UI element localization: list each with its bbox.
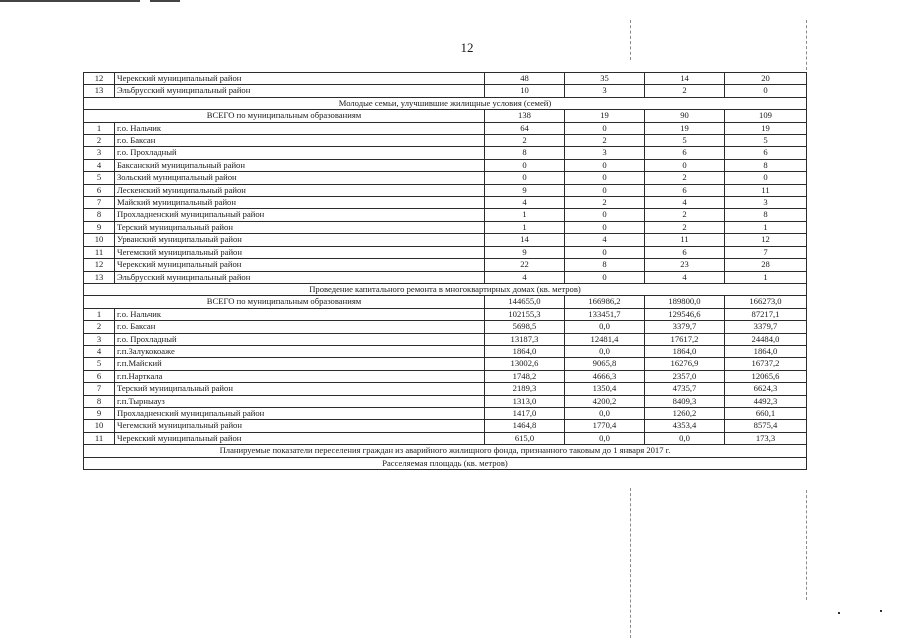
value-cell: 4 [645, 271, 725, 283]
row-number: 13 [84, 271, 115, 283]
value-cell: 1864,0 [645, 345, 725, 357]
value-cell: 4200,2 [565, 395, 645, 407]
value-cell: 35 [565, 73, 645, 85]
value-cell: 2 [645, 209, 725, 221]
value-cell: 4353,4 [645, 420, 725, 432]
value-cell: 90 [645, 110, 725, 122]
value-cell: 102155,3 [485, 308, 565, 320]
row-label: Урванский муниципальный район [115, 234, 485, 246]
value-cell: 19 [725, 122, 807, 134]
value-cell: 6 [725, 147, 807, 159]
row-number: 11 [84, 246, 115, 258]
row-label: г.п.Майский [115, 358, 485, 370]
value-cell: 615,0 [485, 432, 565, 444]
value-cell: 2 [485, 135, 565, 147]
value-cell: 8575,4 [725, 420, 807, 432]
row-number: 3 [84, 147, 115, 159]
value-cell: 2189,3 [485, 383, 565, 395]
table-row [84, 73, 807, 85]
section-header-row [84, 97, 807, 109]
row-number: 4 [84, 159, 115, 171]
value-cell: 48 [485, 73, 565, 85]
row-number: 7 [84, 383, 115, 395]
row-label: ВСЕГО по муниципальным образованиям [84, 110, 485, 122]
value-cell: 3 [565, 147, 645, 159]
value-cell: 87217,1 [725, 308, 807, 320]
row-label: Черекский муниципальный район [115, 432, 485, 444]
section-title: Молодые семьи, улучшившие жилищные условия (семей) [84, 97, 807, 109]
table-row [84, 432, 807, 444]
value-cell: 6624,3 [725, 383, 807, 395]
indicators-table [83, 72, 807, 470]
row-number: 8 [84, 209, 115, 221]
scan-artifact-mark [150, 0, 180, 2]
row-number: 9 [84, 221, 115, 233]
value-cell: 8 [725, 209, 807, 221]
value-cell: 1 [485, 221, 565, 233]
table-row [84, 333, 807, 345]
row-label: Терский муниципальный район [115, 383, 485, 395]
value-cell: 144655,0 [485, 296, 565, 308]
value-cell: 22 [485, 259, 565, 271]
value-cell: 17617,2 [645, 333, 725, 345]
table-row [84, 172, 807, 184]
value-cell: 13187,3 [485, 333, 565, 345]
value-cell: 1417,0 [485, 407, 565, 419]
value-cell: 0,0 [565, 345, 645, 357]
value-cell: 5698,5 [485, 321, 565, 333]
table-row [84, 321, 807, 333]
table-row [84, 358, 807, 370]
section-header-row [84, 445, 807, 457]
row-label: Терский муниципальный район [115, 221, 485, 233]
row-label: Черекский муниципальный район [115, 73, 485, 85]
table-row [84, 407, 807, 419]
row-label: ВСЕГО по муниципальным образованиям [84, 296, 485, 308]
table-row [84, 370, 807, 382]
row-label: Черекский муниципальный район [115, 259, 485, 271]
table-row [84, 259, 807, 271]
value-cell: 19 [645, 122, 725, 134]
row-number: 1 [84, 122, 115, 134]
row-label: г.о. Прохладный [115, 147, 485, 159]
value-cell: 3 [565, 85, 645, 97]
value-cell: 1864,0 [485, 345, 565, 357]
scan-artifact-line [806, 490, 807, 600]
value-cell: 1770,4 [565, 420, 645, 432]
value-cell: 8 [485, 147, 565, 159]
value-cell: 5 [725, 135, 807, 147]
value-cell: 0 [725, 85, 807, 97]
row-number: 3 [84, 333, 115, 345]
value-cell: 20 [725, 73, 807, 85]
value-cell: 1 [725, 271, 807, 283]
value-cell: 0 [565, 122, 645, 134]
section-title: Расселяемая площадь (кв. метров) [84, 457, 807, 469]
value-cell: 14 [645, 73, 725, 85]
row-label: Лескенский муниципальный район [115, 184, 485, 196]
row-number: 10 [84, 234, 115, 246]
value-cell: 0 [565, 246, 645, 258]
row-number: 7 [84, 197, 115, 209]
value-cell: 109 [725, 110, 807, 122]
row-label: г.п.Тырныауз [115, 395, 485, 407]
value-cell: 0,0 [565, 321, 645, 333]
row-label: Баксанский муниципальный район [115, 159, 485, 171]
table-row [84, 383, 807, 395]
row-number: 5 [84, 172, 115, 184]
value-cell: 19 [565, 110, 645, 122]
value-cell: 2 [645, 221, 725, 233]
row-number: 12 [84, 259, 115, 271]
row-number: 9 [84, 407, 115, 419]
value-cell: 2 [565, 135, 645, 147]
value-cell: 0 [565, 184, 645, 196]
value-cell: 0 [565, 271, 645, 283]
row-label: г.п.Залукокоаже [115, 345, 485, 357]
value-cell: 4 [485, 271, 565, 283]
value-cell: 189800,0 [645, 296, 725, 308]
section-title: Планируемые показатели переселения граждан из аварийного жилищного фонда, признанного таковым до 1 января 2017 г. [84, 445, 807, 457]
row-number: 11 [84, 432, 115, 444]
value-cell: 23 [645, 259, 725, 271]
row-number: 6 [84, 184, 115, 196]
value-cell: 4 [485, 197, 565, 209]
total-row [84, 110, 807, 122]
row-label: г.п.Нарткала [115, 370, 485, 382]
table-row [84, 147, 807, 159]
table-row [84, 221, 807, 233]
value-cell: 13002,6 [485, 358, 565, 370]
table-row [84, 246, 807, 258]
table-row [84, 395, 807, 407]
row-label: Чегемский муниципальный район [115, 420, 485, 432]
value-cell: 5 [645, 135, 725, 147]
value-cell: 4666,3 [565, 370, 645, 382]
value-cell: 0 [485, 159, 565, 171]
value-cell: 0 [565, 159, 645, 171]
table-row [84, 122, 807, 134]
table-row [84, 135, 807, 147]
row-number: 5 [84, 358, 115, 370]
value-cell: 6 [645, 246, 725, 258]
value-cell: 3 [725, 197, 807, 209]
value-cell: 8409,3 [645, 395, 725, 407]
row-label: Эльбрусский муниципальный район [115, 85, 485, 97]
value-cell: 7 [725, 246, 807, 258]
value-cell: 0 [645, 159, 725, 171]
value-cell: 28 [725, 259, 807, 271]
total-row [84, 296, 807, 308]
value-cell: 138 [485, 110, 565, 122]
row-number: 6 [84, 370, 115, 382]
value-cell: 129546,6 [645, 308, 725, 320]
table-row [84, 197, 807, 209]
table-row [84, 234, 807, 246]
value-cell: 9065,8 [565, 358, 645, 370]
value-cell: 6 [645, 184, 725, 196]
value-cell: 9 [485, 246, 565, 258]
row-label: Зольский муниципальный район [115, 172, 485, 184]
value-cell: 2 [645, 172, 725, 184]
section-header-row [84, 457, 807, 469]
scan-artifact-line [630, 488, 631, 638]
value-cell: 11 [725, 184, 807, 196]
value-cell: 0,0 [645, 432, 725, 444]
value-cell: 173,3 [725, 432, 807, 444]
row-label: г.о. Баксан [115, 135, 485, 147]
table-row [84, 159, 807, 171]
row-number: 2 [84, 321, 115, 333]
value-cell: 14 [485, 234, 565, 246]
row-label: Эльбрусский муниципальный район [115, 271, 485, 283]
row-label: г.о. Нальчик [115, 308, 485, 320]
page-number: 12 [460, 40, 474, 55]
value-cell: 64 [485, 122, 565, 134]
value-cell: 4492,3 [725, 395, 807, 407]
table-row [84, 85, 807, 97]
row-label: Чегемский муниципальный район [115, 246, 485, 258]
value-cell: 12 [725, 234, 807, 246]
section-header-row [84, 283, 807, 295]
table-row [84, 420, 807, 432]
value-cell: 166986,2 [565, 296, 645, 308]
row-number: 10 [84, 420, 115, 432]
value-cell: 0,0 [565, 407, 645, 419]
value-cell: 16276,9 [645, 358, 725, 370]
table-row [84, 271, 807, 283]
value-cell: 1 [485, 209, 565, 221]
value-cell: 0,0 [565, 432, 645, 444]
row-label: г.о. Прохладный [115, 333, 485, 345]
value-cell: 4735,7 [645, 383, 725, 395]
row-number: 4 [84, 345, 115, 357]
value-cell: 11 [645, 234, 725, 246]
value-cell: 3379,7 [645, 321, 725, 333]
value-cell: 6 [645, 147, 725, 159]
value-cell: 2357,0 [645, 370, 725, 382]
value-cell: 133451,7 [565, 308, 645, 320]
section-title: Проведение капитального ремонта в многоквартирных домах (кв. метров) [84, 283, 807, 295]
value-cell: 0 [725, 172, 807, 184]
row-number: 8 [84, 395, 115, 407]
row-label: г.о. Баксан [115, 321, 485, 333]
table-row [84, 209, 807, 221]
row-label: Майский муниципальный район [115, 197, 485, 209]
value-cell: 8 [565, 259, 645, 271]
value-cell: 4 [645, 197, 725, 209]
value-cell: 2 [645, 85, 725, 97]
scan-artifact-dot [838, 612, 840, 614]
scan-artifact-line [806, 20, 807, 70]
value-cell: 0 [485, 172, 565, 184]
scan-artifact-dot [880, 610, 882, 612]
value-cell: 2 [565, 197, 645, 209]
value-cell: 1313,0 [485, 395, 565, 407]
row-number: 2 [84, 135, 115, 147]
value-cell: 1 [725, 221, 807, 233]
row-number: 12 [84, 73, 115, 85]
value-cell: 9 [485, 184, 565, 196]
value-cell: 8 [725, 159, 807, 171]
value-cell: 4 [565, 234, 645, 246]
value-cell: 0 [565, 172, 645, 184]
table-row [84, 345, 807, 357]
value-cell: 12065,6 [725, 370, 807, 382]
value-cell: 1350,4 [565, 383, 645, 395]
scan-artifact-line [630, 20, 631, 60]
value-cell: 660,1 [725, 407, 807, 419]
row-label: г.о. Нальчик [115, 122, 485, 134]
value-cell: 10 [485, 85, 565, 97]
value-cell: 1748,2 [485, 370, 565, 382]
row-label: Прохладненский муниципальный район [115, 407, 485, 419]
scan-artifact-mark [0, 0, 140, 2]
table-row [84, 308, 807, 320]
value-cell: 1260,2 [645, 407, 725, 419]
value-cell: 0 [565, 209, 645, 221]
value-cell: 166273,0 [725, 296, 807, 308]
value-cell: 12481,4 [565, 333, 645, 345]
row-label: Прохладненский муниципальный район [115, 209, 485, 221]
value-cell: 1864,0 [725, 345, 807, 357]
value-cell: 1464,8 [485, 420, 565, 432]
value-cell: 0 [565, 221, 645, 233]
value-cell: 3379,7 [725, 321, 807, 333]
row-number: 13 [84, 85, 115, 97]
value-cell: 16737,2 [725, 358, 807, 370]
row-number: 1 [84, 308, 115, 320]
value-cell: 24484,0 [725, 333, 807, 345]
table-row [84, 184, 807, 196]
